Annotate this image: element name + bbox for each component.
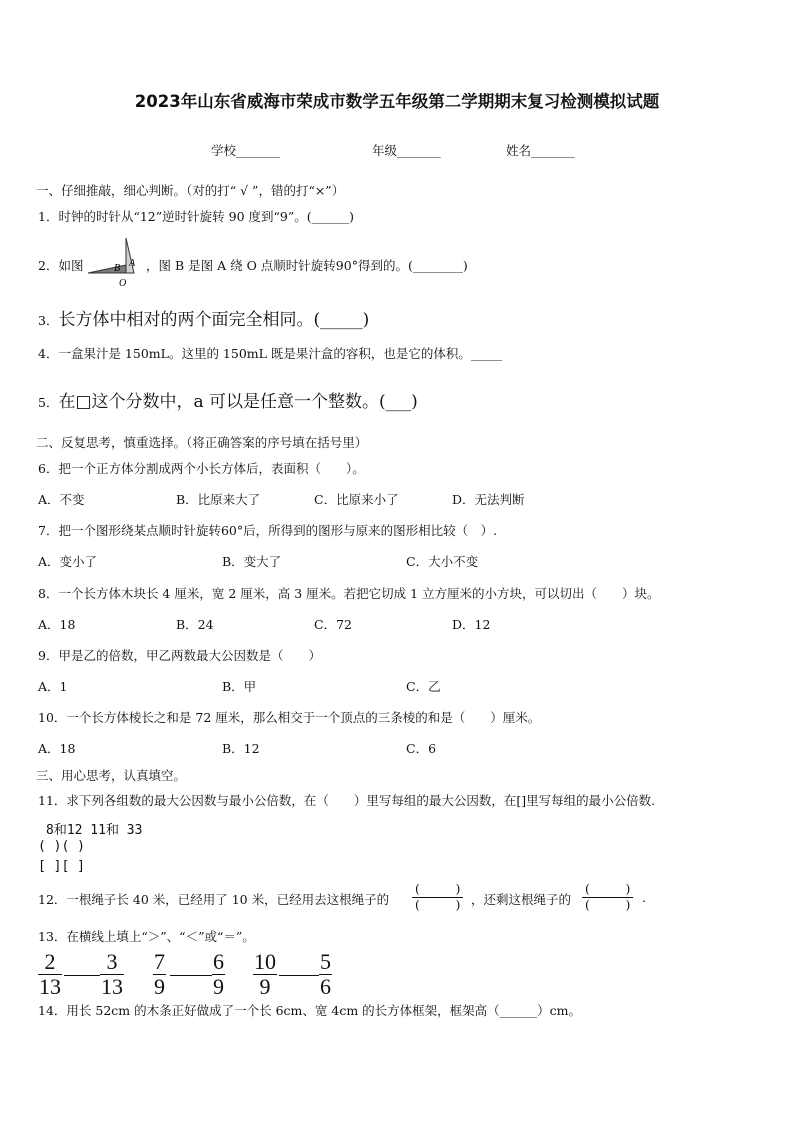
question-2-prefix: 2．如图 bbox=[38, 258, 84, 273]
q11-lcm-blanks[interactable]: [ ][ ] bbox=[38, 859, 85, 874]
q9-option-c[interactable]: C．乙 bbox=[406, 679, 441, 694]
question-13: 13．在横线上填上“＞”、“＜”或“＝”。 bbox=[38, 929, 255, 944]
question-3-number: 3． bbox=[38, 313, 59, 328]
question-8: 8．一个长方体木块长 4 厘米，宽 2 厘米，高 3 厘米。若把它切成 1 立方厘米的小方块，可以切出（ ）块。 bbox=[38, 586, 660, 601]
q12-fraction-left-numerator: ( ) bbox=[582, 882, 633, 898]
q9-option-b[interactable]: B．甲 bbox=[222, 679, 257, 694]
question-5 bbox=[38, 387, 418, 412]
rotation-figure bbox=[86, 236, 146, 288]
q8-option-d[interactable]: D．12 bbox=[452, 617, 491, 632]
q7-option-a[interactable]: A．变小了 bbox=[38, 554, 98, 569]
q13-blank-1[interactable] bbox=[64, 975, 100, 976]
q13-frac-2-den: 13 bbox=[101, 974, 123, 999]
question-5-text: 在□这个分数中，a 可以是任意一个整数。(___) bbox=[58, 392, 418, 412]
question-14: 14．用长 52cm 的木条正好做成了一个长 6cm、宽 4cm 的长方体框架，框架高（______）cm。 bbox=[38, 1003, 582, 1018]
q13-frac-5 bbox=[253, 950, 277, 999]
q13-frac-3-num: 7 bbox=[154, 949, 165, 974]
q10-option-a[interactable]: A．18 bbox=[38, 741, 76, 756]
q12-fraction-blank-used[interactable] bbox=[412, 882, 463, 913]
q7-option-c[interactable]: C．大小不变 bbox=[406, 554, 479, 569]
question-12-part-a: 12．一根绳子长 40 米，已经用了 10 米，已经用去这根绳子的 bbox=[38, 892, 390, 907]
question-11: 11．求下列各组数的最大公因数与最小公倍数，在（ ）里写每组的最大公因数，在[]里写每组的最小公倍数. bbox=[38, 793, 656, 808]
q8-option-c[interactable]: C．72 bbox=[314, 617, 352, 632]
q13-frac-4-num: 6 bbox=[213, 949, 224, 974]
q13-frac-6-num: 5 bbox=[320, 949, 331, 974]
q9-option-a[interactable]: A．1 bbox=[38, 679, 68, 694]
q13-frac-2-num: 3 bbox=[100, 950, 124, 975]
question-12-end: . bbox=[642, 890, 646, 905]
q13-frac-3-den: 9 bbox=[154, 974, 165, 999]
section3-heading: 三、用心思考，认真填空。 bbox=[36, 768, 187, 783]
q13-frac-1-num: 2 bbox=[38, 950, 62, 975]
q10-option-b[interactable]: B．12 bbox=[222, 741, 260, 756]
q13-frac-5-num: 10 bbox=[254, 949, 276, 974]
question-2-suffix: ，图 B 是图 A 绕 O 点顺时针旋转90°得到的。(________) bbox=[146, 258, 468, 273]
q13-frac-3 bbox=[153, 950, 166, 999]
q8-option-b[interactable]: B．24 bbox=[176, 617, 214, 632]
q12-fraction-used-numerator: ( ) bbox=[412, 882, 463, 898]
question-3-text: 长方体中相对的两个面完全相同。(_____) bbox=[58, 310, 370, 330]
name-field: 姓名_______ bbox=[506, 143, 575, 158]
question-10: 10．一个长方体棱长之和是 72 厘米，那么相交于一个顶点的三条棱的和是（ ）厘米。 bbox=[38, 710, 541, 725]
question-7: 7．把一个图形绕某点顺时针旋转60°后，所得到的图形与原来的图形相比较（ ）. bbox=[38, 523, 498, 538]
grade-field: 年级_______ bbox=[372, 143, 441, 158]
label-b: B bbox=[114, 263, 121, 274]
q10-option-c[interactable]: C．6 bbox=[406, 741, 437, 756]
q13-frac-4-den: 9 bbox=[213, 974, 224, 999]
q12-fraction-left-denominator: ( ) bbox=[585, 898, 631, 912]
q12-fraction-used-denominator: ( ) bbox=[415, 898, 461, 912]
q7-option-b[interactable]: B．变大了 bbox=[222, 554, 282, 569]
q6-option-c[interactable]: C．比原来小了 bbox=[314, 492, 399, 507]
q13-frac-1 bbox=[38, 950, 62, 999]
q6-option-d[interactable]: D．无法判断 bbox=[452, 492, 525, 507]
q13-frac-2 bbox=[100, 950, 124, 999]
q12-fraction-blank-left[interactable] bbox=[582, 882, 633, 913]
q13-frac-6 bbox=[319, 950, 332, 999]
section1-heading: 一、仔细推敲，细心判断。（对的打“ √ ”，错的打“×”） bbox=[36, 183, 345, 198]
q13-blank-3[interactable] bbox=[279, 975, 319, 976]
q6-option-b[interactable]: B．比原来大了 bbox=[176, 492, 261, 507]
triangle-b bbox=[88, 265, 126, 273]
question-6: 6．把一个正方体分割成两个小长方体后，表面积（ ）。 bbox=[38, 461, 365, 476]
school-field: 学校_______ bbox=[211, 143, 280, 158]
question-12-part-b: ，还剩这根绳子的 bbox=[471, 892, 572, 907]
question-9: 9．甲是乙的倍数，甲乙两数最大公因数是（ ） bbox=[38, 648, 321, 663]
label-a: A bbox=[129, 258, 136, 269]
q13-frac-6-den: 6 bbox=[320, 974, 331, 999]
q11-gcf-blanks[interactable]: ( )( ) bbox=[38, 839, 85, 854]
q13-blank-2[interactable] bbox=[170, 975, 212, 976]
q13-frac-5-den: 9 bbox=[259, 974, 271, 999]
section2-heading: 二、反复思考，慎重选择。（将正确答案的序号填在括号里） bbox=[36, 435, 368, 450]
q8-option-a[interactable]: A．18 bbox=[38, 617, 76, 632]
q6-option-a[interactable]: A．不变 bbox=[38, 492, 85, 507]
q13-frac-4 bbox=[212, 950, 225, 999]
question-5-number: 5． bbox=[38, 395, 59, 410]
question-3 bbox=[38, 305, 369, 330]
page-title: 2023年山东省威海市荣成市数学五年级第二学期期末复习检测模拟试题 bbox=[134, 92, 660, 111]
q11-number-pairs: 8和12 11和 33 bbox=[46, 823, 143, 838]
label-o: O bbox=[119, 278, 127, 288]
question-4: 4．一盒果汁是 150mL。这里的 150mL 既是果汁盒的容积，也是它的体积。_____ bbox=[38, 346, 503, 361]
question-1: 1．时钟的时针从“12”逆时针旋转 90 度到“9”。(______) bbox=[38, 209, 354, 224]
q13-frac-1-den: 13 bbox=[39, 974, 61, 999]
